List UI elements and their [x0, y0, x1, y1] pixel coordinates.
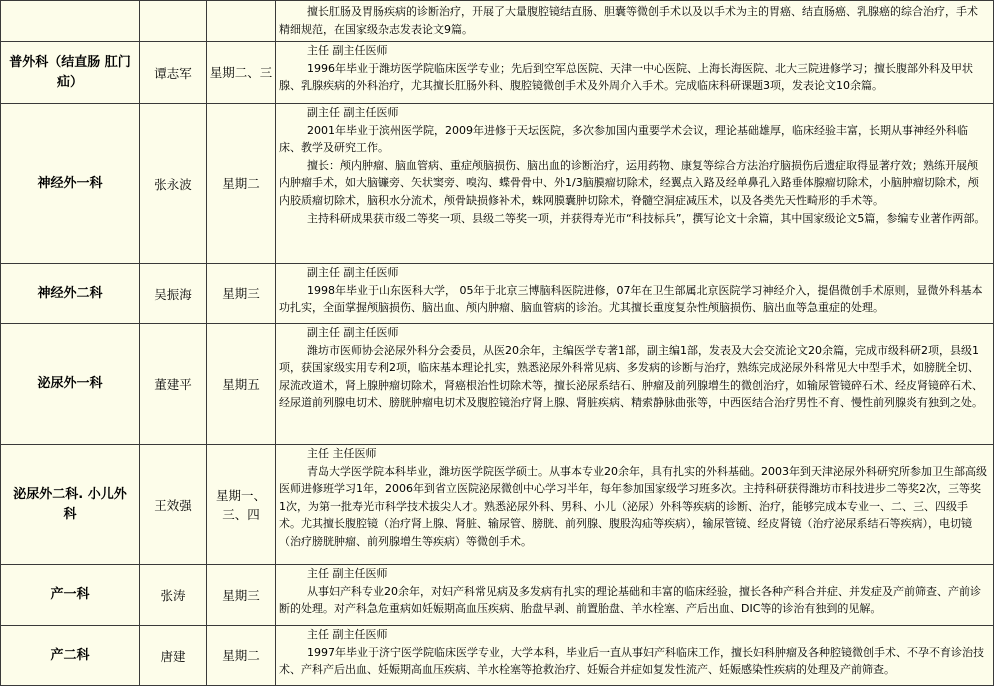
- description-cell: [276, 626, 994, 686]
- department-cell: 普外科（结直肠 肛门 疝）: [1, 42, 140, 104]
- description-cell: [276, 104, 994, 264]
- description-paragraph: 2001年毕业于滨州医学院，2009年进修于天坛医院，多次参加国内重要学术会议，理论基础雄厚，临床经验丰富，长期从事神经外科临床、教学及研究工作。: [279, 123, 968, 155]
- table-row: [1, 104, 994, 264]
- table-row: [1, 42, 994, 104]
- description-paragraph: 1998年毕业于山东医科大学， 05年于北京三博脑科医院进修，07年在卫生部属北京医院学习神经介入，提倡微创手术原则，显微外科基本功扎实，全面掌握颅脑损伤、脑出血、颅内肿瘤、脑血管病的诊治。尤其擅长重度复杂性颅脑损伤、脑出血等急重症的处理。: [279, 283, 983, 315]
- table-row: [1, 565, 994, 626]
- schedule-cell: 星期二: [207, 626, 276, 686]
- department-cell: 神经外一科: [1, 104, 140, 264]
- department-cell: 产二科: [1, 626, 140, 686]
- description-cell: [276, 565, 994, 626]
- doctor-name-cell: 王效强: [140, 445, 207, 565]
- schedule-cell: 星期三: [207, 264, 276, 324]
- description-paragraph: 青岛大学医学院本科毕业，潍坊医学院医学硕士。从事本专业20余年，具有扎实的外科基础。2003年到天津泌尿外科研究所参加卫生部高级医师进修班学习1年，2006年到省立医院泌尿微创中心学习半年，每年参加国家级学习班多次。主持科研获得潍坊市科技进步二等奖2次，三等奖1次，为第一批寿光市科学技术拔尖人才。熟悉泌尿外科、男科、小儿（泌尿）外科等疾病的诊断、治疗，能够完成本专业一、二、三、四级手术。尤其擅长腹腔镜（治疗肾上腺、肾脏、输尿管、膀胱、前列腺、腹股沟疝等疾病），输尿管镜、经皮肾镜（治疗泌尿系结石等疾病），电切镜（治疗膀胱肿瘤、前列腺增生等疾病）等微创手术。: [279, 464, 987, 548]
- doctor-title: 副主任 副主任医师: [307, 326, 399, 339]
- description-paragraph: 擅长：颅内肿瘤、脑血管病、重症颅脑损伤、脑出血的诊断治疗，运用药物、康复等综合方法治疗脑损伤后遗症取得显著疗效；熟练开展颅内肿瘤手术，如大脑镰旁、矢状窦旁、嗅沟、蝶骨骨中、外1/3脑膜瘤切除术，经翼点入路及经单鼻孔入路垂体腺瘤切除术，小脑肿瘤切除术，颅内胶质瘤切除术，脑积水分流术，颅骨缺损修补术，蛛网膜囊肿切除术，脊髓空洞症减压术，以及各类先天性畸形的手术等。: [279, 158, 979, 207]
- schedule-cell: 星期二: [207, 104, 276, 264]
- doctor-name-cell: 张涛: [140, 565, 207, 626]
- doctor-name-cell: 张永波: [140, 104, 207, 264]
- table-row: [1, 264, 994, 324]
- department-cell: 产一科: [1, 565, 140, 626]
- doctor-name-cell: [140, 1, 207, 42]
- description-paragraph: 潍坊市医师协会泌尿外科分会委员，从医20余年，主编医学专著1部，副主编1部，发表及大会交流论文20余篇，完成市级科研2项，县级1项，获国家级实用专利2项，临床基本理论扎实，熟悉泌尿外科常见病、多发病的诊断与治疗，熟练完成泌尿外科常见大中型手术，如膀胱全切、尿流改道术，肾上腺肿瘤切除术，肾癌根治性切除术等，擅长泌尿系结石、肿瘤及前列腺增生的微创治疗，如输尿管镜碎石术、经皮肾镜碎石术、经尿道前列腺电切术、膀胱肿瘤电切术及腹腔镜治疗肾上腺、肾脏疾病、精索静脉曲张等，中西医结合治疗男性不育、慢性前列腺炎有独到之处。: [279, 343, 983, 410]
- description-cell: [276, 324, 994, 445]
- description-paragraph: 1997年毕业于济宁医学院临床医学专业，大学本科，毕业后一直从事妇产科临床工作，擅长妇科肿瘤及各种腔镜微创手术、不孕不育诊治技术、产科产后出血、妊娠期高血压疾病、羊水栓塞等抢救治疗、妊娠合并症如复发性流产、妊娠感染性疾病的处理及产前筛查。: [279, 645, 984, 677]
- description-paragraph: 1996年毕业于潍坊医学院临床医学专业；先后到空军总医院、天津一中心医院、上海长海医院、北大三院进修学习；擅长腹部外科及甲状腺、乳腺疾病的外科治疗，尤其擅长肛肠外科、腹腔镜微创手术及外周介入手术。完成临床科研课题3项，发表论文10余篇。: [279, 61, 973, 93]
- table-row: [1, 1, 994, 42]
- description-cell: [276, 264, 994, 324]
- doctor-title: 主任 副主任医师: [307, 567, 388, 580]
- description-cell: [276, 42, 994, 104]
- description-cell: [276, 445, 994, 565]
- schedule-cell: 星期二、三: [207, 42, 276, 104]
- description-paragraph: 主持科研成果获市级二等奖一项、县级二等奖一项，并获得寿光市“科技标兵”，撰写论文十余篇，其中国家级论文5篇，参编专业著作两部。: [307, 211, 986, 225]
- description-paragraph: 从事妇产科专业20余年，对妇产科常见病及多发病有扎实的理论基础和丰富的临床经验，擅长各种产科合并症、并发症及产前筛查、产前诊断的处理。对产科急危重病如妊娠期高血压疾病、胎盘早剥、前置胎盘、羊水栓塞、产后出血、DIC等的诊治有独到的见解。: [279, 584, 981, 616]
- schedule-cell: 星期五: [207, 324, 276, 445]
- doctor-title: 主任 副主任医师: [307, 628, 388, 641]
- doctor-title: 副主任 副主任医师: [307, 106, 399, 119]
- doctor-name-cell: 董建平: [140, 324, 207, 445]
- doctor-name-cell: 吴振海: [140, 264, 207, 324]
- department-cell: [1, 1, 140, 42]
- doctor-name-cell: 唐建: [140, 626, 207, 686]
- doctor-title: 主任 主任医师: [307, 447, 377, 460]
- table-row: [1, 626, 994, 686]
- doctor-name-cell: 谭志军: [140, 42, 207, 104]
- department-cell: 泌尿外二科. 小儿外科: [1, 445, 140, 565]
- schedule-cell: 星期一、三、四: [207, 445, 276, 565]
- description-cell: [276, 1, 994, 42]
- department-cell: 神经外二科: [1, 264, 140, 324]
- department-cell: 泌尿外一科: [1, 324, 140, 445]
- table-row: [1, 324, 994, 445]
- doctor-title: 主任 副主任医师: [307, 44, 388, 57]
- schedule-cell: [207, 1, 276, 42]
- doctor-title: 副主任 副主任医师: [307, 266, 399, 279]
- schedule-cell: 星期三: [207, 565, 276, 626]
- table-row: [1, 445, 994, 565]
- description-paragraph: 擅长肛肠及胃肠疾病的诊断治疗，开展了大量腹腔镜结直肠、胆囊等微创手术以及以手术为主的胃癌、结直肠癌、乳腺癌的综合治疗，手术精细规范，在国家级杂志发表论文9篇。: [279, 5, 978, 36]
